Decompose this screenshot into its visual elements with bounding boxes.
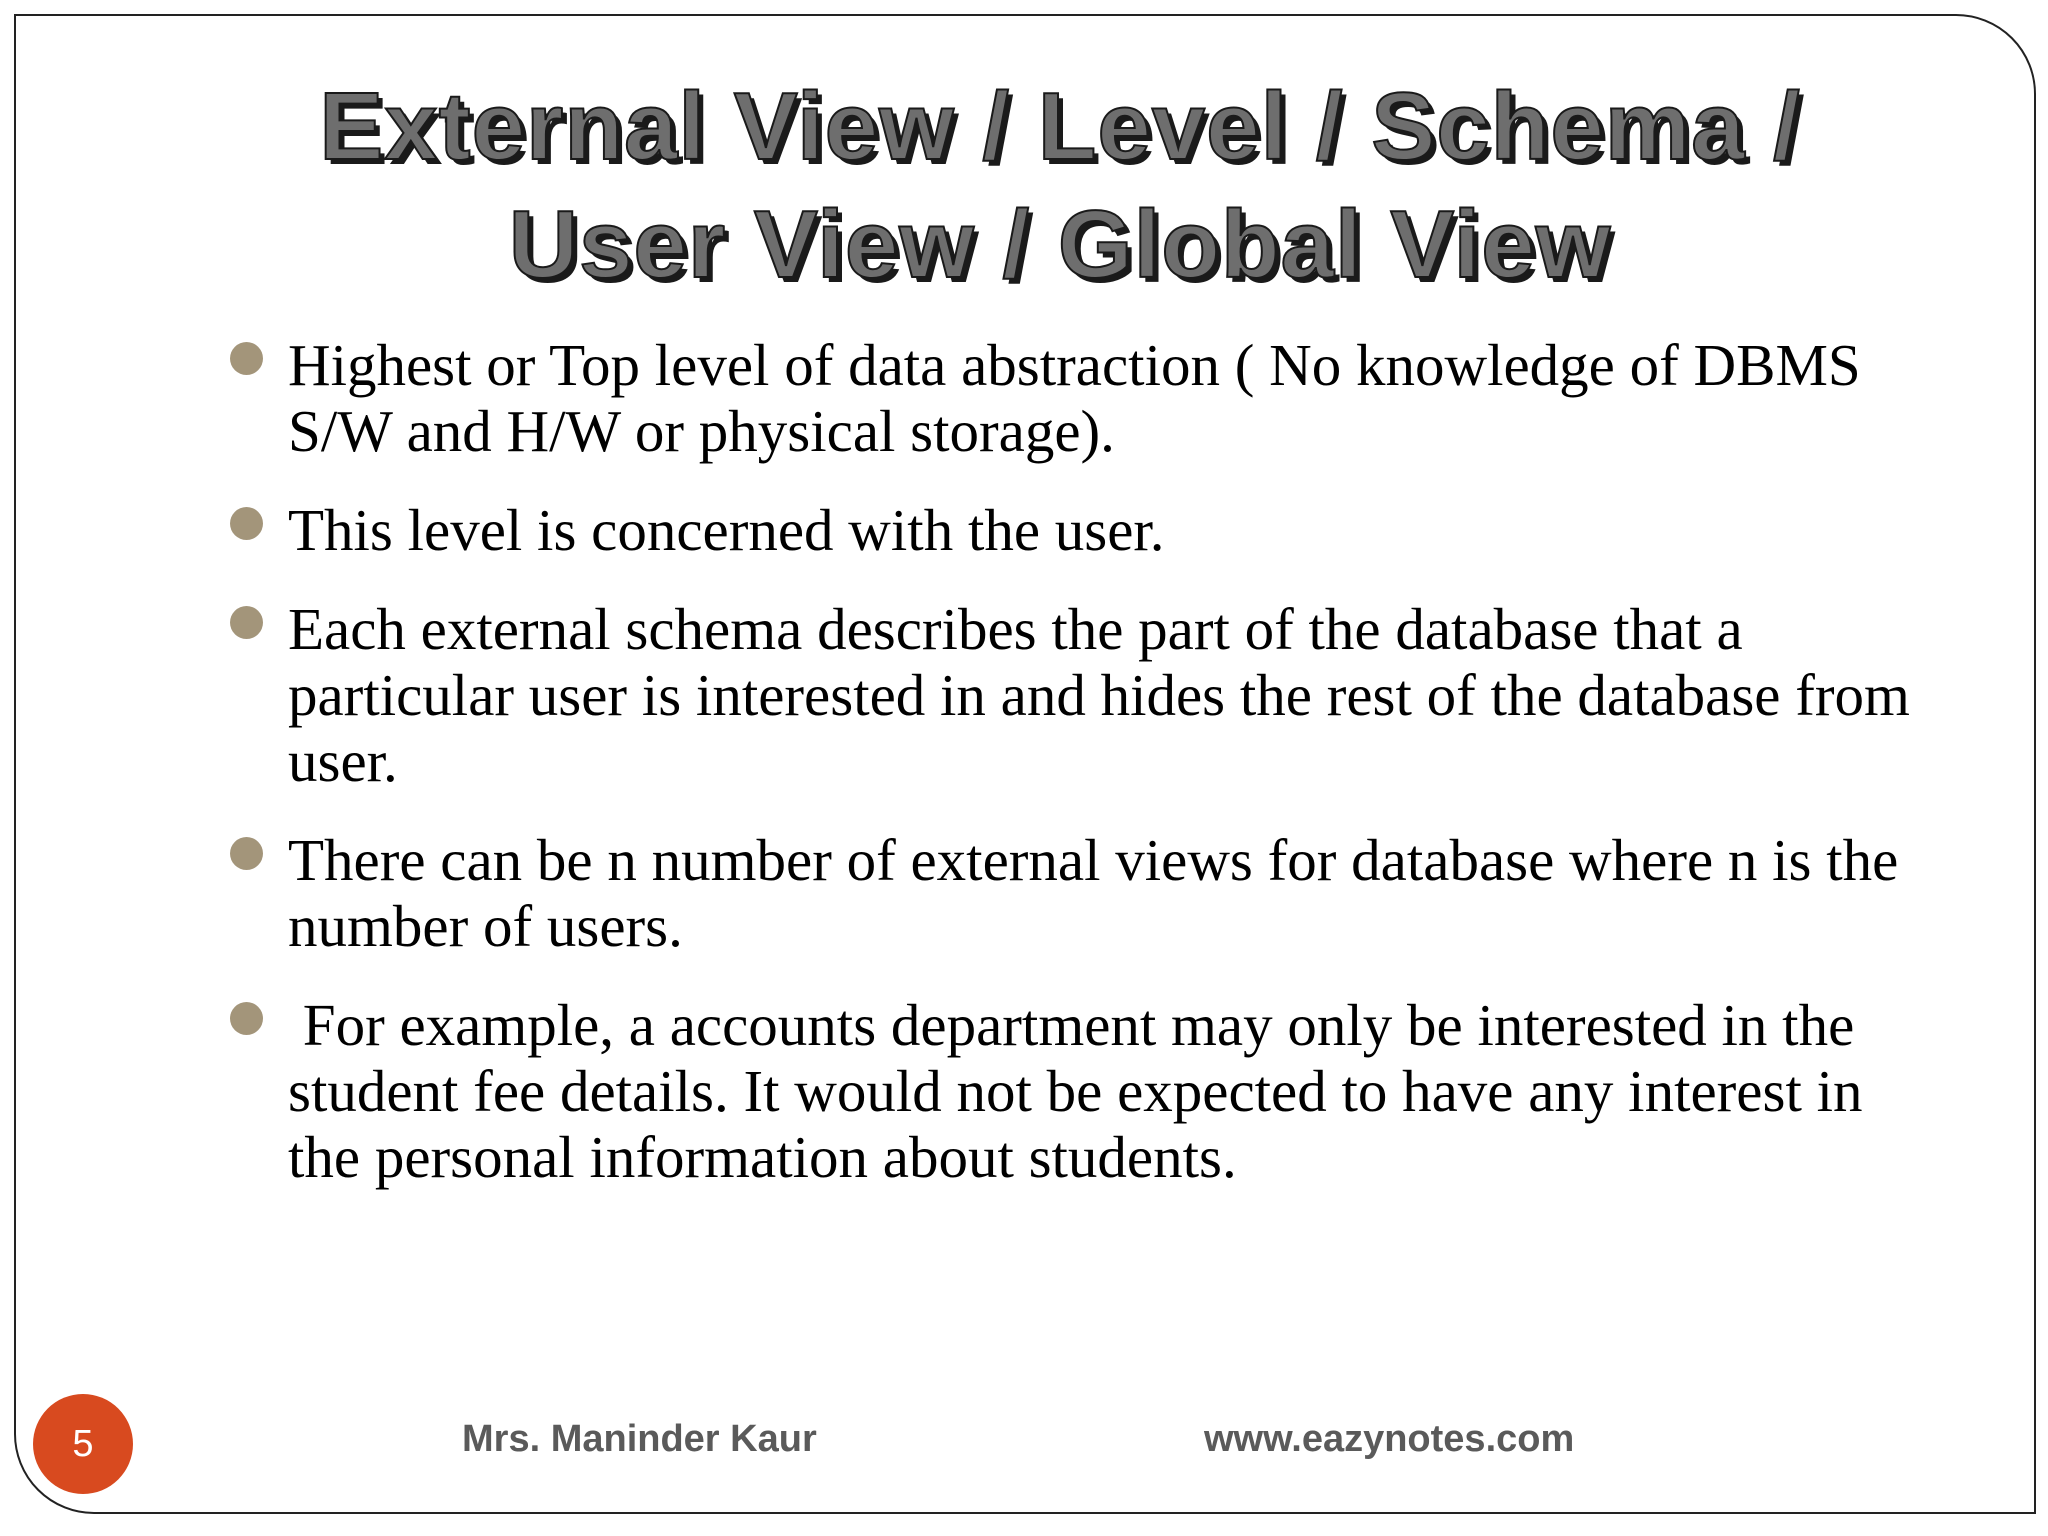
list-item [230,827,1910,959]
slide-title-line-1: External View / Level / Schema / [319,73,1801,180]
footer-website: www.eazynotes.com [1204,1418,1575,1460]
page-number-badge: 5 [33,1394,133,1494]
list-item [230,992,1910,1190]
slide-title-line-2: User View / Global View [508,191,1612,298]
bullet-dot-icon [230,837,263,870]
list-item [230,596,1910,794]
list-item [230,332,1910,464]
bullet-text: For example, a accounts department may only be interested in the student fee details. It would not be expected to have any interest in the personal information about students. [288,992,1878,1190]
bullet-dot-icon [230,342,263,375]
slide-title [200,68,1920,304]
footer-author: Mrs. Maninder Kaur [462,1418,817,1460]
bullet-text: Highest or Top level of data abstraction ( No knowledge of DBMS S/W and H/W or physical storage). [288,332,1861,464]
bullet-text: Each external schema describes the part of the database that a particular user is interested in and hides the rest of the database from user. [288,596,1910,794]
list-item [230,497,1910,563]
bullet-dot-icon [230,1002,263,1035]
bullet-text: There can be n number of external views for database where n is the number of users. [288,827,1899,959]
bullet-dot-icon [230,606,263,639]
bullet-dot-icon [230,507,263,540]
bullet-text: This level is concerned with the user. [288,497,1165,563]
bullet-list [230,332,1910,1223]
